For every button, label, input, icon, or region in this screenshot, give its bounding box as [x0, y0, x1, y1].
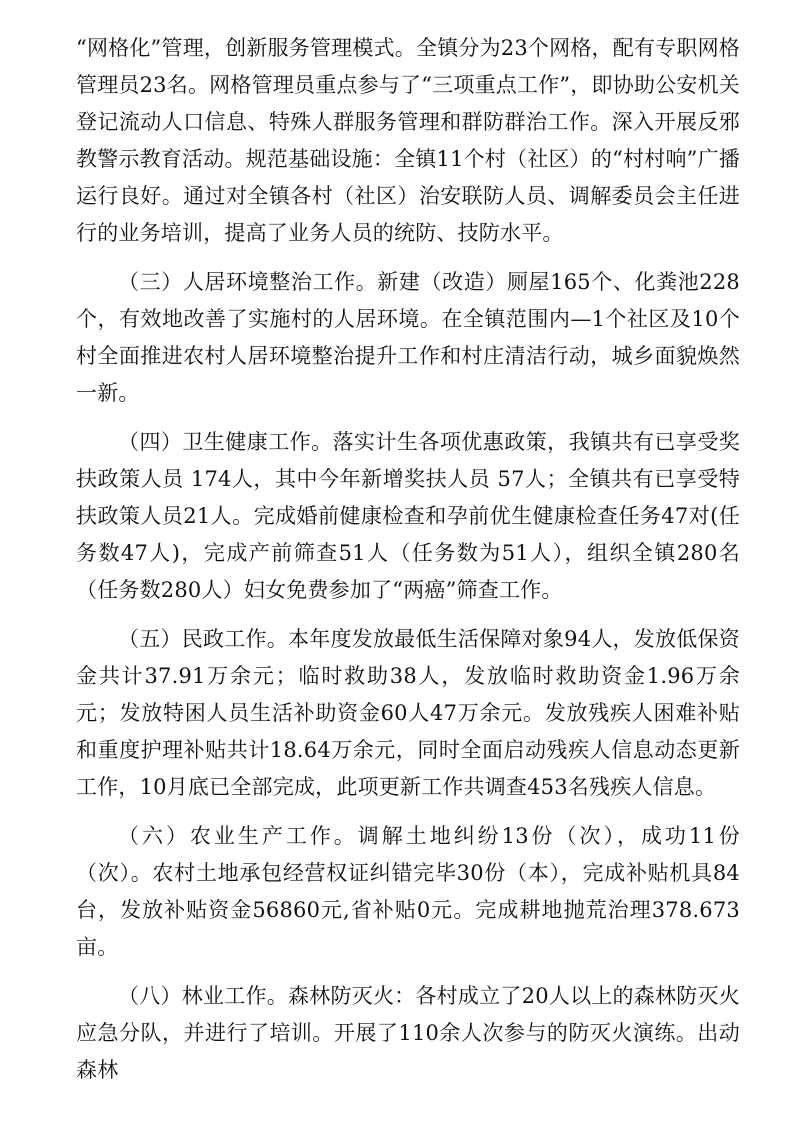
paragraph-health-work: （四）卫生健康工作。落实计生各项优惠政策，我镇共有已享受奖扶政策人员 174人，其中今年新增奖扶人员 57人；全镇共有已享受特扶政策人员21人。完成婚前健康检查和孕前优生健康检查任务47对(任务数47人)，完成产前筛查51人（任务数为51人），组织全镇280名（任务数280人）妇女免费参加了“两癌”筛查工作。	[76, 430, 740, 602]
paragraph-civil-affairs: （五）民政工作。本年度发放最低生活保障对象94人，发放低保资金共计37.91万余元；临时救助38人，发放临时救助资金1.96万余元；发放特困人员生活补助资金60人47万余元。发放残疾人困难补贴和重度护理补贴共计18.64万余元，同时全面启动残疾人信息动态更新工作，10月底已全部完成，此项更新工作共调查453名残疾人信息。	[76, 627, 740, 799]
document-body	[76, 30, 740, 1089]
paragraph-grid-management: “网格化”管理，创新服务管理模式。全镇分为23个网格，配有专职网格管理员23名。网格管理员重点参与了“三项重点工作”，即协助公安机关登记流动人口信息、特殊人群服务管理和群防群治工作。深入开展反邪教警示教育活动。规范基础设施：全镇11个村（社区）的“村村响”广播运行良好。通过对全镇各村（社区）治安联防人员、调解委员会主任进行的业务培训，提高了业务人员的统防、技防水平。	[76, 36, 740, 245]
paragraph-living-environment: （三）人居环境整治工作。新建（改造）厕屋165个、化粪池228个，有效地改善了实施村的人居环境。在全镇范围内—1个社区及10个村全面推进农村人居环境整治提升工作和村庄清洁行动，城乡面貌焕然一新。	[76, 270, 740, 405]
paragraph-forestry: （八）林业工作。森林防灭火：各村成立了20人以上的森林防灭火应急分队，并进行了培训。开展了110余人次参与的防灭火演练。出动森林	[76, 984, 740, 1082]
paragraph-agriculture: （六）农业生产工作。调解土地纠纷13份（次），成功11份（次）。农村土地承包经营权证纠错完毕30份（本），完成补贴机具84台，发放补贴资金56860元,省补贴0元。完成耕地抛荒治理378.673亩。	[76, 824, 740, 959]
